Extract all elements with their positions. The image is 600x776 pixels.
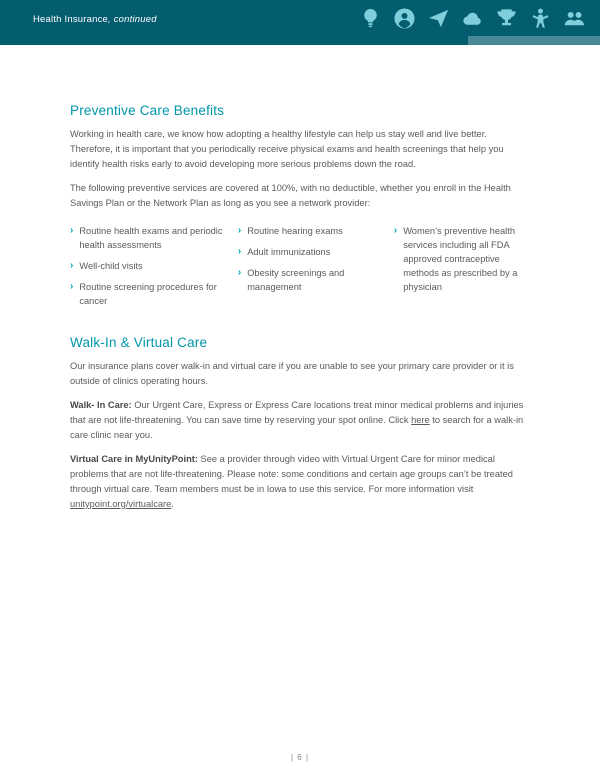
list-item	[238, 245, 384, 259]
bullet-text: Routine screening procedures for cancer	[79, 282, 217, 306]
virtual-care-text: See a provider through video with Virtual Urgent Care for minor medical problems that are not life-threatening. Please note: some conditions and certain age groups can’t be treated through virtual care. Team members must be in Iowa to use this service. For more information visit	[70, 454, 513, 494]
chevron-bullet-icon: ›	[237, 267, 242, 278]
bullet-text: Adult immunizations	[247, 247, 331, 257]
walkin-care-text-after: to search for a walk-in care clinic near you.	[70, 415, 524, 440]
page-number: | 6 |	[290, 753, 310, 762]
section-heading-preventive-care: Preventive Care Benefits	[70, 103, 225, 118]
bullet-text: Routine health exams and periodic health assessments	[79, 226, 223, 250]
list-item	[238, 266, 384, 294]
virtual-care-paragraph	[70, 452, 530, 512]
preventive-paragraph-1: Working in health care, we know how adopting a healthy lifestyle can help us stay well and live better. Therefore, it is important that you periodically receive physical exams and health screenings that help you identify health risks early to avoid developing more serious problems down the road.	[70, 129, 504, 169]
walkin-care-text: Our Urgent Care, Express or Express Care locations treat minor medical problems and injuries that are not life-threatening. You can save time by reserving your spot online. Click	[70, 400, 524, 425]
header-title	[33, 14, 157, 25]
preventive-paragraph-2: The following preventive services are covered at 100%, with no deductible, whether you enroll in the Health Savings Plan or the Network Plan as long as you see a network provider:	[70, 183, 511, 208]
bullet-text: Obesity screenings and management	[247, 268, 345, 292]
bullet-column-3	[394, 224, 530, 315]
walkin-care-paragraph	[70, 398, 530, 443]
list-item	[238, 224, 384, 238]
people-icon[interactable]	[563, 7, 586, 30]
list-item	[394, 224, 530, 294]
bullet-text: Well-child visits	[79, 261, 143, 271]
walkin-here-link[interactable]: here	[411, 415, 430, 425]
bullet-column-1	[70, 224, 228, 315]
walkin-intro-paragraph: Our insurance plans cover walk-in and virtual care if you are unable to see your primary care provider or it is outside of clinics operating hours.	[70, 361, 514, 386]
page-content	[0, 103, 600, 512]
section-heading-walkin-virtual: Walk-In & Virtual Care	[70, 335, 208, 350]
chevron-bullet-icon: ›	[70, 281, 74, 292]
chevron-bullet-icon: ›	[393, 225, 398, 236]
chevron-bullet-icon: ›	[237, 225, 242, 236]
chevron-bullet-icon: ›	[70, 225, 74, 236]
bullet-text: Routine hearing exams	[247, 226, 343, 236]
paper-plane-icon[interactable]	[427, 7, 450, 30]
bullet-column-2	[238, 224, 384, 315]
bullet-text: Women’s preventive health services including all FDA approved contraceptive methods as prescribed by a physician	[403, 226, 518, 292]
header-accent-strip	[468, 36, 600, 45]
list-item	[70, 259, 228, 273]
header-title-text: Health Insurance	[33, 14, 109, 25]
trophy-icon[interactable]	[495, 7, 518, 30]
list-item	[70, 224, 228, 252]
chevron-bullet-icon: ›	[237, 246, 242, 257]
list-item	[70, 280, 228, 308]
cloud-icon[interactable]	[461, 7, 484, 30]
header-icon-row	[359, 7, 592, 30]
header-bar	[0, 0, 600, 45]
virtual-care-text-after: .	[171, 499, 174, 509]
preventive-bullet-columns	[70, 224, 530, 315]
lightbulb-icon[interactable]	[359, 7, 382, 30]
virtual-care-lead: Virtual Care in MyUnityPoint:	[70, 454, 198, 464]
virtualcare-url-link[interactable]: unitypoint.org/virtualcare	[70, 499, 172, 509]
walkin-care-lead: Walk- In Care:	[70, 400, 132, 410]
chevron-bullet-icon: ›	[70, 260, 74, 271]
header-title-suffix: , continued	[108, 14, 157, 25]
person-arms-up-icon[interactable]	[529, 7, 552, 30]
person-badge-icon[interactable]	[393, 7, 416, 30]
